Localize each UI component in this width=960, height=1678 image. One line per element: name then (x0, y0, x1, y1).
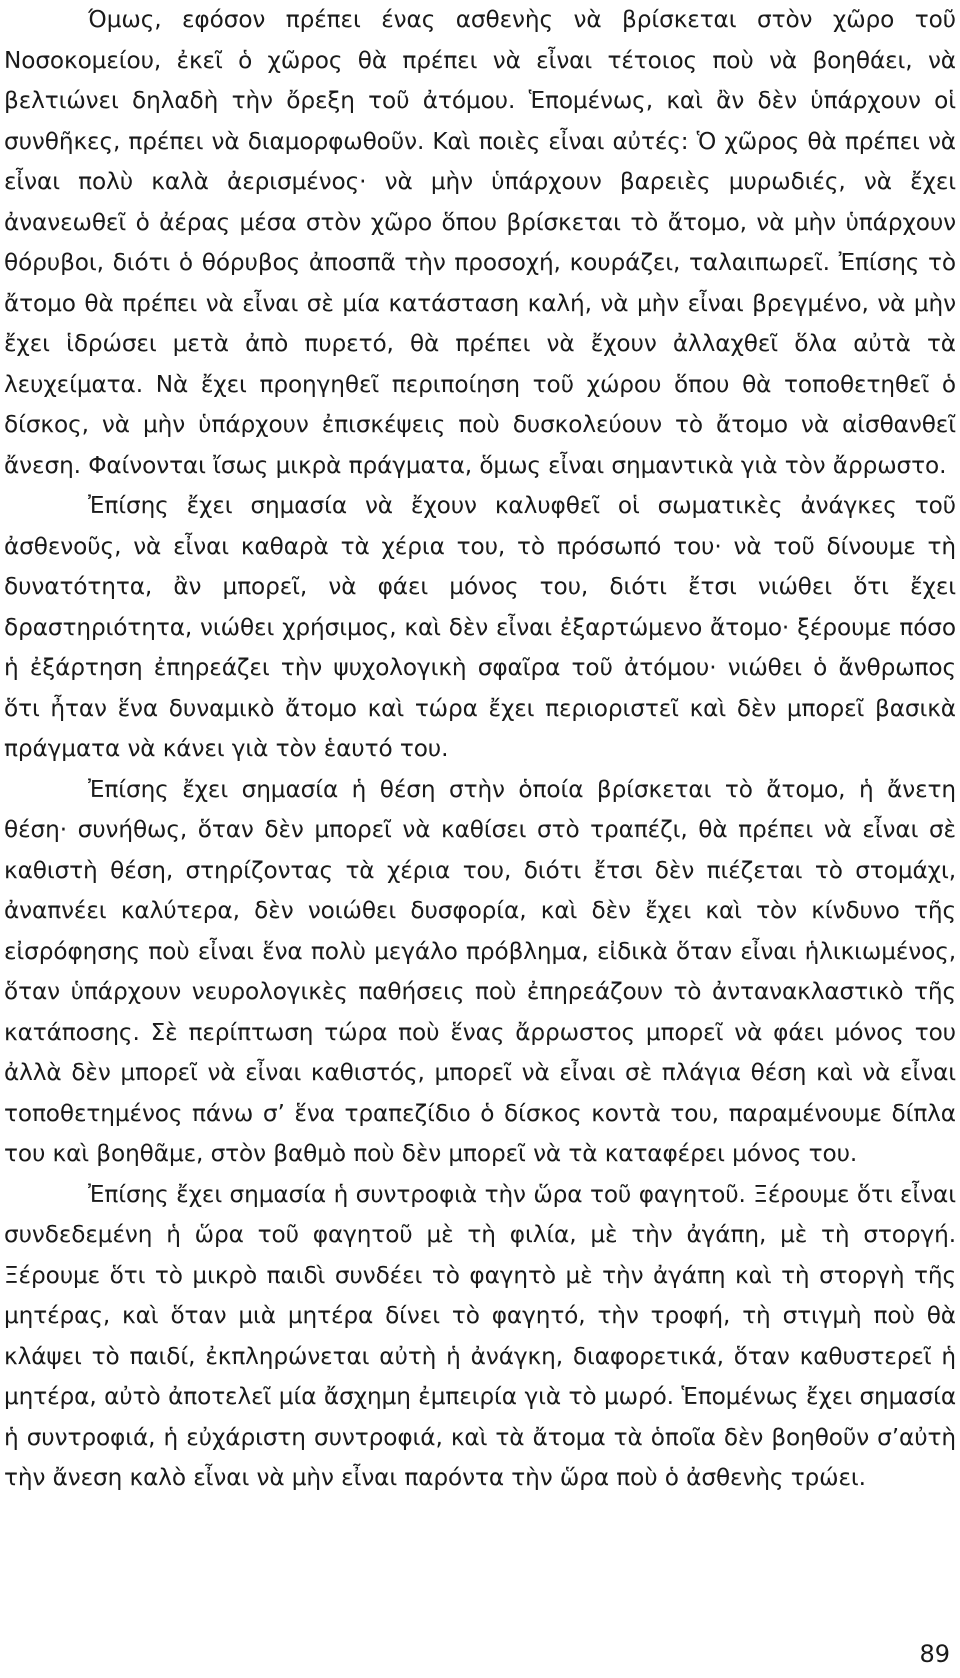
page-number: 89 (919, 1640, 950, 1668)
paragraph-2: Ἐπίσης ἔχει σημασία νὰ ἔχουν καλυφθεῖ οἱ σωματικὲς ἀνάγκες τοῦ ἀσθενοῦς, νὰ εἶναι καθαρὰ τὰ χέρια του, τὸ πρόσωπό του· νὰ τοῦ δίνουμε τὴ δυνατότητα, ἂν μπορεῖ, νὰ φάει μόνος του, διότι ἔτσι νιώθει ὅτι ἔχει δραστηριότητα, νιώθει χρήσιμος, καὶ δὲν εἶναι ἐξαρτώμενο ἄτομο· ξέρουμε πόσο ἡ ἐξάρτηση ἐπηρεάζει τὴν ψυχολογικὴ σφαῖρα τοῦ ἀτόμου· νιώθει ὁ ἄνθρωπος ὅτι ἦταν ἕνα δυναμικὸ ἄτομο καὶ τώρα ἔχει περιοριστεῖ καὶ δὲν μπορεῖ βασικὰ πράγματα νὰ κάνει γιὰ τὸν ἑαυτό του. (4, 492, 956, 762)
body-text (4, 0, 956, 1499)
paragraph-3: Ἐπίσης ἔχει σημασία ἡ θέση στὴν ὁποία βρίσκεται τὸ ἄτομο, ἡ ἄνετη θέση· συνήθως, ὅταν δὲν μπορεῖ νὰ καθίσει στὸ τραπέζι, θὰ πρέπει νὰ εἶναι σὲ καθιστὴ θέση, στηρίζοντας τὰ χέρια του, διότι ἔτσι δὲν πιέζεται τὸ στομάχι, ἀναπνέει καλύτερα, δὲν νοιώθει δυσφορία, καὶ δὲν ἔχει καὶ τὸν κίνδυνο τῆς εἰσρόφησης ποὺ εἶναι ἕνα πολὺ μεγάλο πρόβλημα, εἰδικὰ ὅταν εἶναι ἡλικιωμένος, ὅταν ὑπάρχουν νευρολογικὲς παθήσεις ποὺ ἐπηρεάζουν τὸ ἀντανακλαστικὸ τῆς κατάποσης. Σὲ περίπτωση τώρα ποὺ ἕνας ἄρρωστος μπορεῖ νὰ φάει μόνος του ἀλλὰ δὲν μπορεῖ νὰ εἶναι καθιστός, μπορεῖ νὰ εἶναι σὲ πλάγια θέση καὶ νὰ εἶναι τοποθετημένος πάνω σ’ ἕνα τραπεζίδιο ὁ δίσκος κοντὰ του, παραμένουμε δίπλα του καὶ βοηθᾶμε, στὸν βαθμὸ ποὺ δὲν μπορεῖ νὰ τὰ καταφέρει μόνος του. (4, 775, 956, 1167)
paragraph-4: Ἐπίσης ἔχει σημασία ἡ συντροφιὰ τὴν ὥρα τοῦ φαγητοῦ. Ξέρουμε ὅτι εἶναι συνδεδεμένη ἡ ὥρα τοῦ φαγητοῦ μὲ τὴ φιλία, μὲ τὴν ἀγάπη, μὲ τὴ στοργή. Ξέρουμε ὅτι τὸ μικρὸ παιδὶ συνδέει τὸ φαγητὸ μὲ τὴν ἀγάπη καὶ τὴ στοργὴ τῆς μητέρας, καὶ ὅταν μιὰ μητέρα δίνει τὸ φαγητό, τὴν τροφή, τὴ στιγμὴ ποὺ θὰ κλάψει τὸ παιδί, ἐκπληρώνεται αὐτὴ ἡ ἀνάγκη, διαφορετικά, ὅταν καθυστερεῖ ἡ μητέρα, αὐτὸ ἀποτελεῖ μία ἄσχημη ἐμπειρία γιὰ τὸ μωρό. Ἑπομένως ἔχει σημασία ἡ συντροφιά, ἡ εὐχάριστη συντροφιά, καὶ τὰ ἄτομα τὰ ὁποῖα δὲν βοηθοῦν σ’αὐτὴ τὴν ἄνεση καλὸ εἶναι νὰ μὴν εἶναι παρόντα τὴν ὥρα ποὺ ὁ ἀσθενὴς τρώει. (4, 1180, 956, 1491)
paragraph-1: Όμως, εφόσον πρέπει ένας ασθενὴς νὰ βρίσκεται στὸν χῶρο τοῦ Νοσοκομείου, ἐκεῖ ὁ χῶρος θὰ πρέπει νὰ εἶναι τέτοιος ποὺ νὰ βοηθάει, νὰ βελτιώνει δηλαδὴ τὴν ὄρεξη τοῦ ἀτόμου. Ἑπομένως, καὶ ἂν δὲν ὑπάρχουν οἱ συνθῆκες, πρέπει νὰ διαμορφωθοῦν. Καὶ ποιὲς εἶναι αὐτές: Ὁ χῶρος θὰ πρέπει νὰ εἶναι πολὺ καλὰ ἀερισμένος· νὰ μὴν ὑπάρχουν βαρειὲς μυρωδιές, νὰ ἔχει ἀνανεωθεῖ ὁ ἀέρας μέσα στὸν χῶρο ὅπου βρίσκεται τὸ ἄτομο, νὰ μὴν ὑπάρχουν θόρυβοι, διότι ὁ θόρυβος ἀποσπᾶ τὴν προσοχή, κουράζει, ταλαιπωρεῖ. Ἐπίσης τὸ ἄτομο θὰ πρέπει νὰ εἶναι σὲ μία κατάσταση καλή, νὰ μὴν εἶναι βρεγμένο, νὰ μὴν ἔχει ἱδρώσει μετὰ ἀπὸ πυρετό, θὰ πρέπει νὰ ἔχουν ἀλλαχθεῖ ὅλα αὐτὰ τὰ λευχείματα. Νὰ ἔχει προηγηθεῖ περιποίηση τοῦ χώρου ὅπου θὰ τοποθετηθεῖ ὁ δίσκος, νὰ μὴν ὑπάρχουν ἐπισκέψεις ποὺ δυσκολεύουν τὸ ἄτομο νὰ αἰσθανθεῖ ἄνεση. Φαίνονται ἴσως μικρὰ πράγματα, ὅμως εἶναι σημαντικὰ γιὰ τὸν ἄρρωστο. (4, 6, 956, 479)
